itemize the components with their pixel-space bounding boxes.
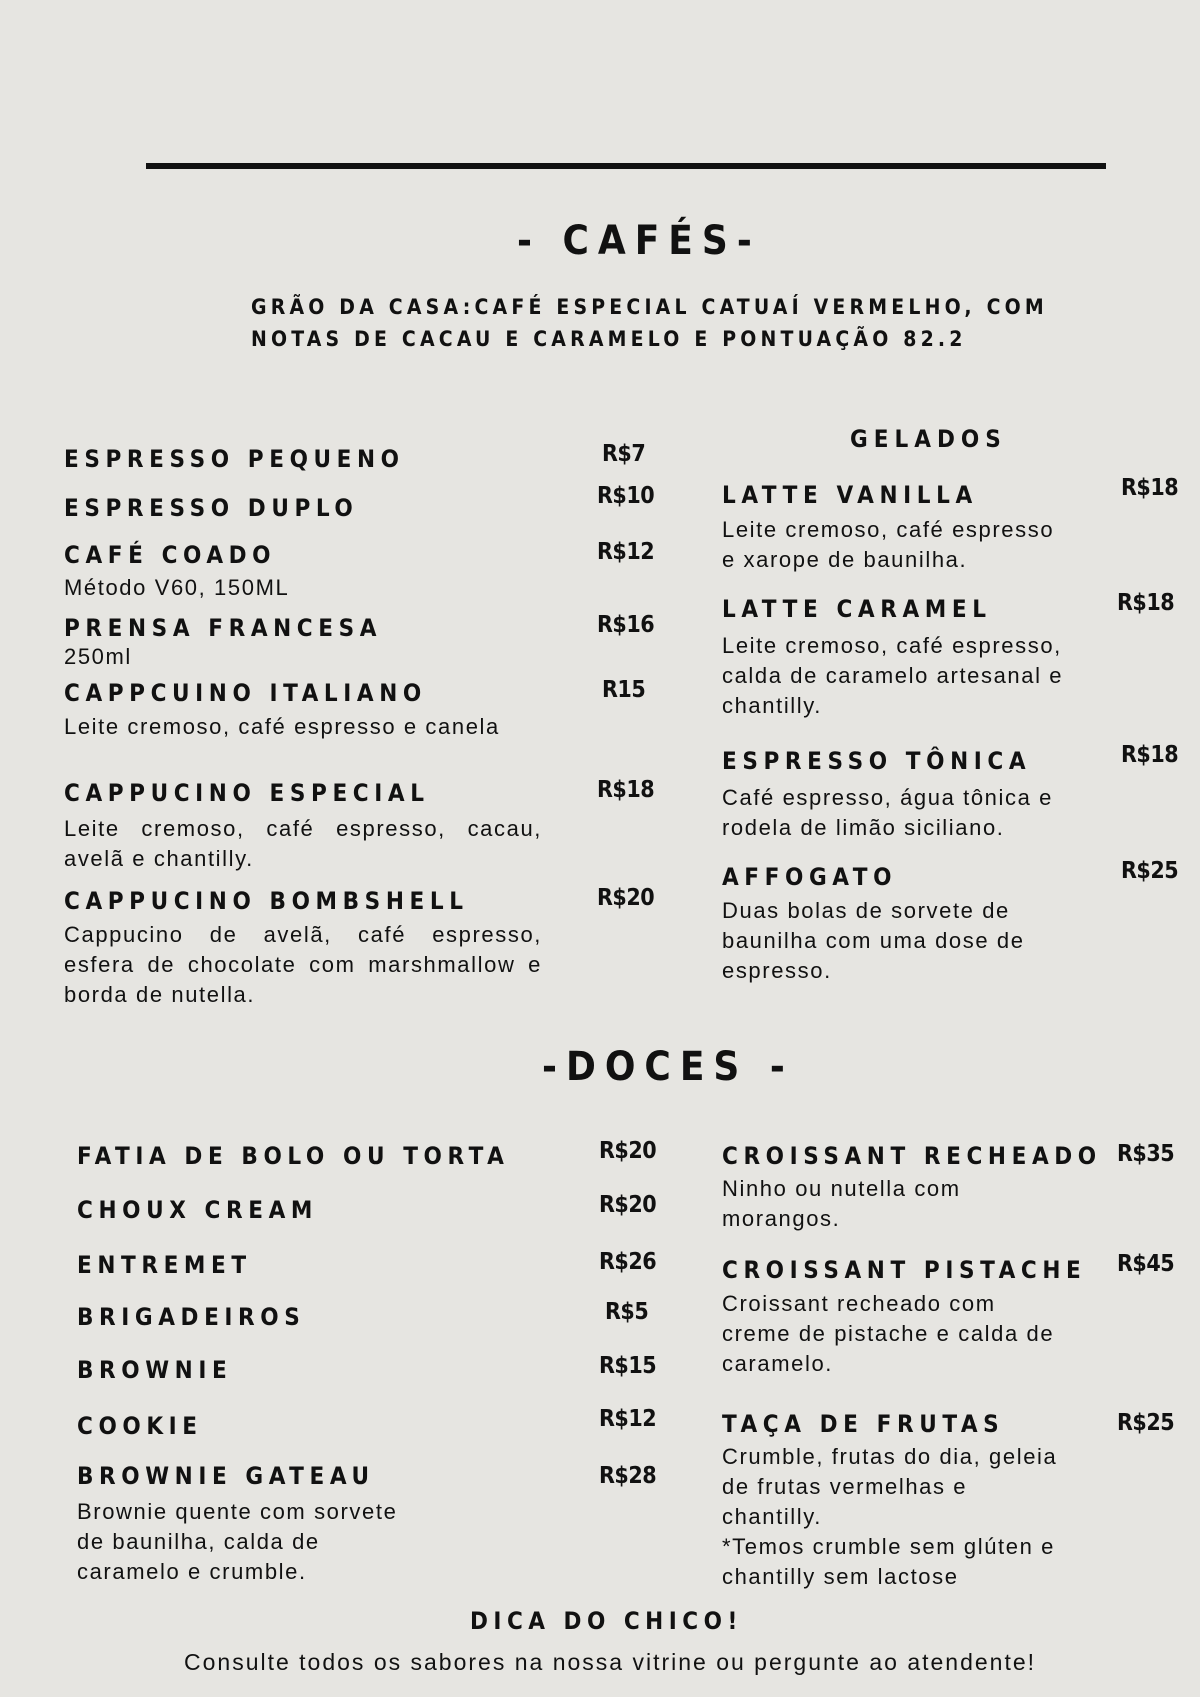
- menu-item-description-line: chantilly.: [722, 693, 822, 718]
- menu-item-price: R$20: [597, 885, 655, 911]
- menu-item-description-line: caramelo e crumble.: [77, 1559, 307, 1584]
- menu-item-description-line: espresso.: [722, 958, 832, 983]
- menu-item-description-line: Crumble, frutas do dia, geleia: [722, 1444, 1058, 1469]
- menu-item-name: BROWNIE GATEAU: [77, 1462, 375, 1490]
- menu-item-description-line: Ninho ou nutella com: [722, 1176, 961, 1201]
- tip-text: Consulte todos os sabores na nossa vitrine ou pergunte ao atendente!: [184, 1649, 1037, 1675]
- menu-item-price: R$10: [597, 483, 655, 509]
- menu-item-price: R$18: [1121, 742, 1179, 768]
- menu-item-description-line: Leite cremoso, café espresso,: [722, 633, 1062, 658]
- menu-item-description: Leite cremoso, café espresso e canela: [64, 714, 500, 739]
- cafes-title: - CAFÉS-: [517, 218, 761, 264]
- menu-item-price: R$12: [599, 1406, 657, 1432]
- menu-item-name: CAPPUCINO BOMBSHELL: [64, 887, 469, 915]
- menu-item-description: Método V60, 150ML: [64, 575, 290, 600]
- menu-item-description-line: chantilly sem lactose: [722, 1564, 959, 1589]
- menu-item-description: 250ml: [64, 644, 132, 669]
- menu-item-name: ESPRESSO PEQUENO: [64, 445, 405, 473]
- menu-item-price: R$25: [1121, 858, 1179, 884]
- menu-item-price: R$25: [1117, 1410, 1175, 1436]
- menu-item-price: R$35: [1117, 1141, 1175, 1167]
- menu-item-name: LATTE CARAMEL: [722, 595, 992, 623]
- menu-item-price: R$28: [599, 1463, 657, 1489]
- menu-item-name: CAFÉ COADO: [64, 541, 277, 569]
- menu-item-description: Leite cremoso, café espresso, cacau, avelã e chantilly.: [64, 816, 542, 871]
- menu-item-name: BRIGADEIROS: [77, 1303, 306, 1331]
- menu-item-price: R$12: [597, 539, 655, 565]
- menu-item-price: R$20: [599, 1138, 657, 1164]
- menu-item-description-line: de frutas vermelhas e: [722, 1474, 968, 1499]
- menu-item-name: BROWNIE: [77, 1356, 233, 1384]
- menu-item-name: CHOUX CREAM: [77, 1196, 318, 1224]
- menu-item-name: CROISSANT PISTACHE: [722, 1256, 1087, 1284]
- menu-item-description: Cappucino de avelã, café espresso, esfera de chocolate com marshmallow e borda de nutella.: [64, 922, 542, 1007]
- menu-item-description-line: de baunilha, calda de: [77, 1529, 320, 1554]
- menu-item-name: FATIA DE BOLO OU TORTA: [77, 1142, 510, 1170]
- menu-item-price: R$18: [1121, 475, 1179, 501]
- menu-item-price: R$18: [597, 777, 655, 803]
- menu-item-description-line: calda de caramelo artesanal e: [722, 663, 1064, 688]
- menu-item-name: CAPPCUINO ITALIANO: [64, 679, 427, 707]
- menu-item-description-line: caramelo.: [722, 1351, 833, 1376]
- menu-item-description-line: Brownie quente com sorvete: [77, 1499, 398, 1524]
- top-divider: [146, 163, 1106, 169]
- menu-item-price: R$7: [602, 441, 646, 467]
- menu-item-price: R$15: [599, 1353, 657, 1379]
- menu-item-name: AFFOGATO: [722, 863, 898, 891]
- menu-item-description-line: *Temos crumble sem glúten e: [722, 1534, 1055, 1559]
- menu-item-name: ESPRESSO TÔNICA: [722, 747, 1032, 775]
- menu-item-price: R$26: [599, 1249, 657, 1275]
- menu-item-name: PRENSA FRANCESA: [64, 614, 383, 642]
- menu-item-price: R$18: [1117, 590, 1175, 616]
- menu-item-price: R$16: [597, 612, 655, 638]
- menu-item-description-line: morangos.: [722, 1206, 841, 1231]
- menu-item-description-line: chantilly.: [722, 1504, 822, 1529]
- cafes-subtitle-line2: NOTAS DE CACAU E CARAMELO E PONTUAÇÃO 82.2: [251, 327, 967, 351]
- menu-item-name: ENTREMET: [77, 1251, 252, 1279]
- menu-item-name: COOKIE: [77, 1412, 203, 1440]
- menu-item-name: LATTE VANILLA: [722, 481, 978, 509]
- menu-item-price: R$20: [599, 1192, 657, 1218]
- menu-item-description-line: Café espresso, água tônica e: [722, 785, 1053, 810]
- gelados-title: GELADOS: [850, 425, 1007, 453]
- menu-item-description-line: Croissant recheado com: [722, 1291, 996, 1316]
- doces-title: -DOCES -: [542, 1044, 794, 1090]
- menu-item-name: CROISSANT RECHEADO: [722, 1142, 1102, 1170]
- tip-title: DICA DO CHICO!: [470, 1607, 743, 1635]
- menu-item-price: R$5: [605, 1299, 649, 1325]
- menu-item-description-line: baunilha com uma dose de: [722, 928, 1025, 953]
- menu-item-description-line: Leite cremoso, café espresso: [722, 517, 1055, 542]
- menu-item-name: TAÇA DE FRUTAS: [722, 1410, 1005, 1438]
- menu-item-name: CAPPUCINO ESPECIAL: [64, 779, 430, 807]
- menu-item-price: R15: [602, 677, 646, 703]
- menu-item-description-line: creme de pistache e calda de: [722, 1321, 1055, 1346]
- menu-item-name: ESPRESSO DUPLO: [64, 494, 359, 522]
- menu-item-description-line: Duas bolas de sorvete de: [722, 898, 1010, 923]
- cafes-subtitle-line1: GRÃO DA CASA:CAFÉ ESPECIAL CATUAÍ VERMELHO, COM: [251, 295, 1048, 319]
- menu-item-description-line: rodela de limão siciliano.: [722, 815, 1005, 840]
- menu-item-price: R$45: [1117, 1251, 1175, 1277]
- menu-item-description-line: e xarope de baunilha.: [722, 547, 968, 572]
